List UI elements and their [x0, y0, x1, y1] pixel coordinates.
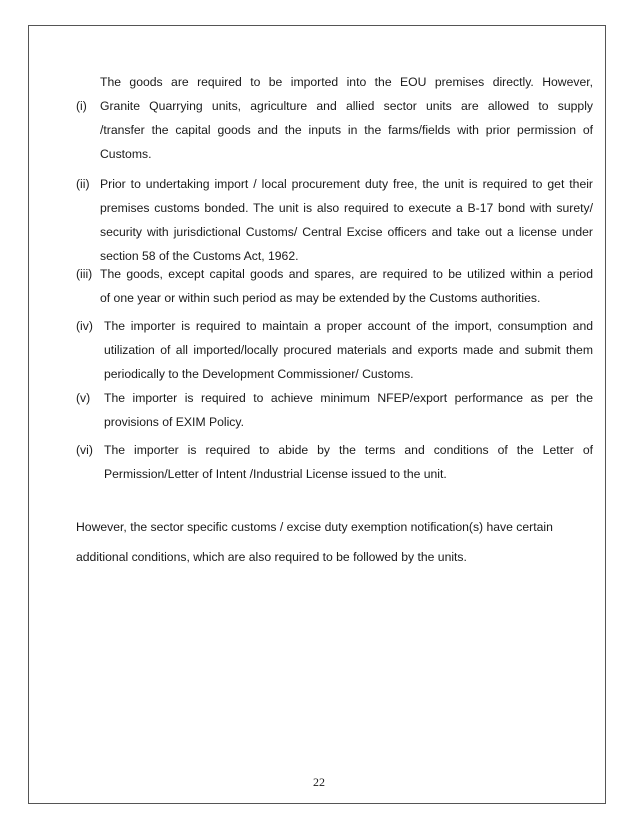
list-item-line: provisions of EXIM Policy.: [104, 415, 244, 429]
list-item-line: Customs.: [100, 147, 152, 161]
list-item-line: Granite Quarrying units, agriculture and allied sector units are allowed to supply: [100, 99, 593, 113]
list-item-line: section 58 of the Customs Act, 1962.: [100, 249, 299, 263]
list-item-line: periodically to the Development Commissioner/ Customs.: [104, 367, 414, 381]
list-item-line: The importer is required to achieve minimum NFEP/export performance as per the: [104, 391, 593, 405]
closing-paragraph: [76, 512, 596, 572]
paragraph-line: However, the sector specific customs / excise duty exemption notification(s) have certain: [76, 520, 553, 534]
list-item-line: /transfer the capital goods and the inputs in the farms/fields with prior permission of: [100, 123, 593, 137]
paragraph-line: additional conditions, which are also required to be followed by the units.: [76, 550, 467, 564]
list-item-line: The importer is required to maintain a proper account of the import, consumption and: [104, 319, 593, 333]
list-marker: (iv): [76, 319, 93, 333]
list-item-line: utilization of all imported/locally procured materials and exports made and submit them: [104, 343, 593, 357]
list-marker: (v): [76, 391, 91, 405]
list-marker: (vi): [76, 443, 93, 457]
list-item-line: of one year or within such period as may be extended by the Customs authorities.: [100, 291, 541, 305]
list-marker: (i): [76, 99, 87, 113]
list-item-line: premises customs bonded. The unit is also required to execute a B-17 bond with surety/: [100, 201, 593, 215]
list-item-line: The goods, except capital goods and spares, are required to be utilized within a period: [100, 267, 593, 281]
list-item-line: Prior to undertaking import / local procurement duty free, the unit is required to get their: [100, 177, 593, 191]
list-marker: (ii): [76, 177, 90, 191]
list-item-line: The goods are required to be imported into the EOU premises directly. However,: [100, 75, 593, 89]
list-item-line: Permission/Letter of Intent /Industrial License issued to the unit.: [104, 467, 447, 481]
list-item-line: security with jurisdictional Customs/ Central Excise officers and take out a license under: [100, 225, 593, 239]
list-item-line: The importer is required to abide by the terms and conditions of the Letter of: [104, 443, 593, 457]
list-marker: (iii): [76, 267, 93, 281]
page-number: 22: [313, 775, 325, 789]
